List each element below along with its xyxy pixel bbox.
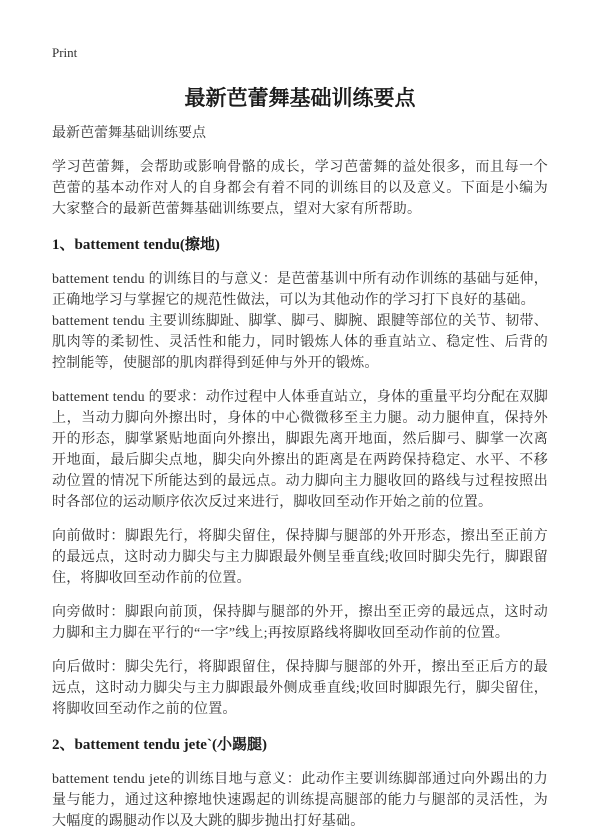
section2-purpose-paragraph: battement tendu jete的训练目地与意义：此动作主要训练脚部通过向外踢出的力量与能力，通过这种擦地快速踢起的训练提高腿部的能力与腿部的灵活性，为大幅度的踢腿动作以及大跳的脚步抛出打好基础。 bbox=[52, 772, 548, 829]
section1-purpose-line2: battement tendu 主要训练脚趾、脚掌、脚弓、脚腕、跟腱等部位的关节、韧带、肌肉等的柔韧性、灵活性和能力，同时锻炼人体的垂直站立、稳定性、后背的控制能等，使腿部的肌肉群得到延伸与外开的锻炼。 bbox=[52, 314, 548, 371]
section1-heading: 1、battement tendu(擦地) bbox=[52, 237, 220, 253]
intro-paragraph: 学习芭蕾舞，会帮助或影响骨骼的成长，学习芭蕾舞的益处很多，而且每一个芭蕾的基本动作对人的自身都会有着不同的训练目的以及意义。下面是小编为大家整合的最新芭蕾舞基础训练要点，望对大家有所帮助。 bbox=[52, 160, 548, 217]
section1-purpose-line1: battement tendu 的训练目的与意义：是芭蕾基训中所有动作训练的基础与延伸，正确地学习与掌握它的规范性做法，可以为其他动作的学习打下良好的基础。 bbox=[52, 272, 548, 308]
section1-forward-paragraph: 向前做时：脚跟先行，将脚尖留住，保持脚与腿部的外开形态，擦出至正前方的最远点，这时动力脚尖与主力脚跟最外侧呈垂直线;收回时脚尖先行，脚跟留住，将脚收回至动作前的位置。 bbox=[52, 529, 548, 586]
subtitle: 最新芭蕾舞基础训练要点 bbox=[52, 126, 206, 141]
page-title: 最新芭蕾舞基础训练要点 bbox=[184, 86, 416, 110]
section1-purpose-paragraph bbox=[52, 269, 548, 374]
section1-backward-paragraph: 向后做时：脚尖先行，将脚跟留住，保持脚与腿部的外开，擦出至正后方的最远点，这时动力脚尖与主力脚跟最外侧成垂直线;收回时脚跟先行，脚尖留住，将脚收回至动作之前的位置。 bbox=[52, 660, 548, 717]
print-button[interactable]: Print bbox=[52, 45, 78, 60]
section1-requirements-paragraph: battement tendu 的要求：动作过程中人体垂直站立，身体的重量平均分配在双脚上，当动力脚向外擦出时，身体的中心微微移至主力腿。动力腿伸直，保持外开的形态，脚掌紧贴地面向外擦出，脚跟先离开地面，然后脚弓、脚掌一次离开地面，最后脚尖点地，脚尖向外擦出的距离是在两跨保持稳定、水平、不移动位置的情况下所能达到的最远点。动力脚向主力腿收回的路线与过程按照出时各部位的运动顺序依次反过来进行，脚收回至动作开始之前的位置。 bbox=[52, 390, 548, 510]
section2-heading: 2、battement tendu jete`(小踢腿) bbox=[52, 737, 267, 753]
section1-sideways-paragraph: 向旁做时：脚跟向前顶，保持脚与腿部的外开，擦出至正旁的最远点，这时动力脚和主力脚在平行的“一字”线上;再按原路线将脚收回至动作前的位置。 bbox=[52, 605, 548, 641]
